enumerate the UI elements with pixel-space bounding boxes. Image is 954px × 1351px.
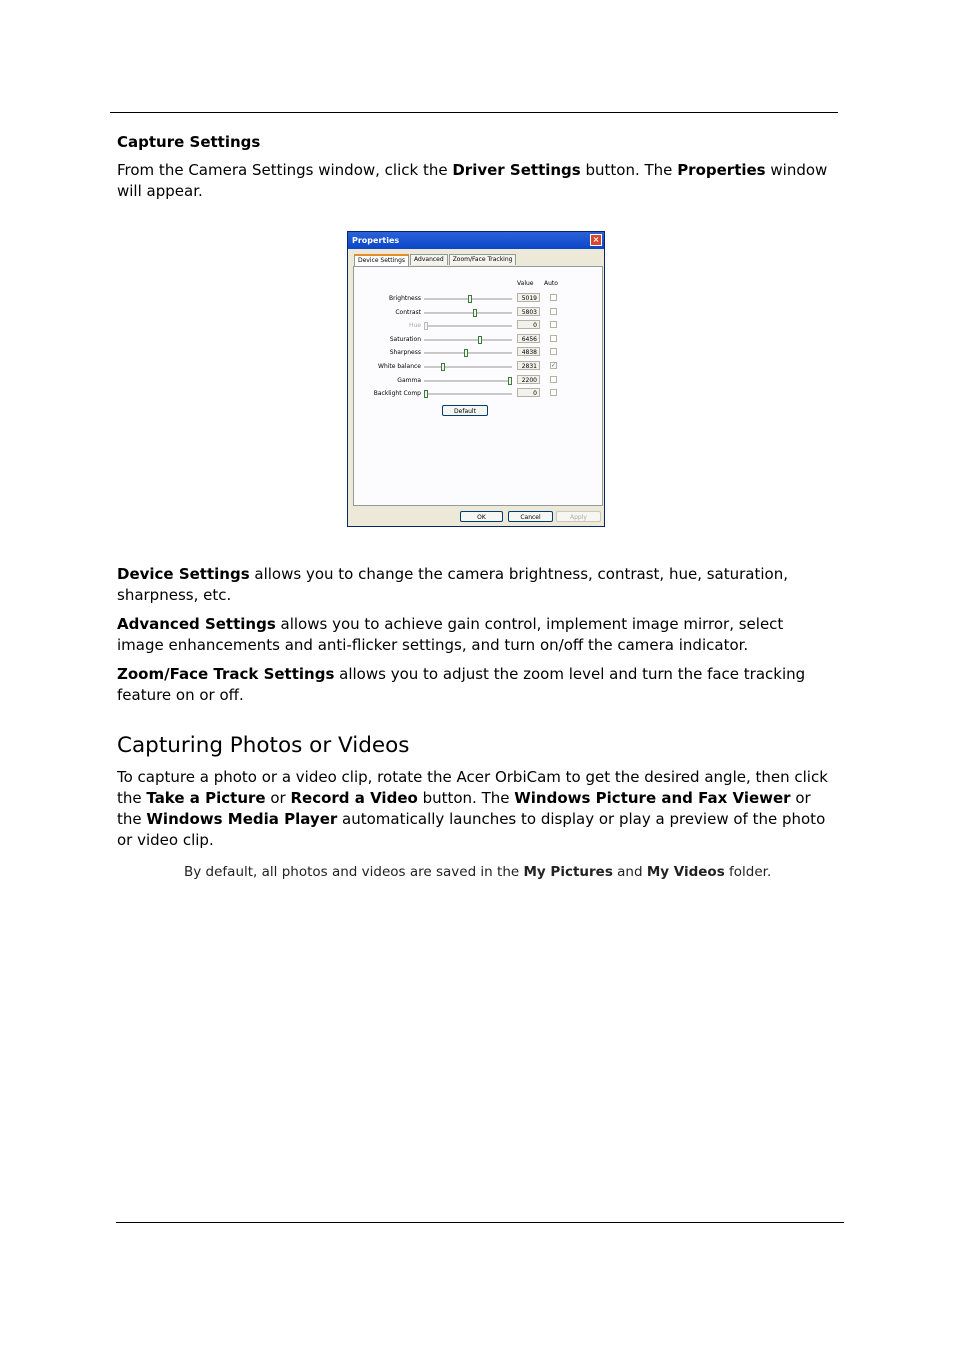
bold-term: Advanced Settings <box>117 615 276 633</box>
text-run: automatically launches to display or play a preview of the photo or video clip. <box>117 810 826 849</box>
auto-checkbox[interactable] <box>550 308 557 315</box>
default-folder-note <box>184 864 771 880</box>
slider-thumb[interactable] <box>441 363 445 371</box>
text-run: allows you to achieve gain control, implement image mirror, select image enhancements and anti-flicker settings, and turn on/off the camera indicator. <box>117 615 784 654</box>
setting-row <box>354 347 602 359</box>
setting-label: Hue <box>408 322 421 330</box>
value-column-header: Value <box>517 280 534 287</box>
default-button[interactable]: Default <box>442 405 488 416</box>
zoom-face-track-paragraph <box>117 664 832 706</box>
apply-button[interactable]: Apply <box>556 511 601 522</box>
setting-value: 4838 <box>517 347 540 356</box>
setting-slider[interactable] <box>424 393 512 396</box>
text-run: folder. <box>724 864 772 880</box>
auto-column-header: Auto <box>544 280 558 287</box>
slider-thumb <box>424 322 428 330</box>
setting-slider[interactable] <box>424 312 512 315</box>
device-settings-panel <box>353 266 603 506</box>
tab-advanced[interactable]: Advanced <box>410 254 448 265</box>
setting-label: Gamma <box>397 376 421 384</box>
tab-device-settings[interactable]: Device Settings <box>354 254 409 267</box>
bold-term: Windows Picture and Fax Viewer <box>514 789 791 807</box>
slider-thumb[interactable] <box>464 349 468 357</box>
setting-slider[interactable] <box>424 352 512 355</box>
setting-row <box>354 375 602 387</box>
setting-slider[interactable] <box>424 366 512 369</box>
bold-term: Driver Settings <box>452 161 581 179</box>
setting-row <box>354 320 602 332</box>
properties-dialog <box>347 231 605 527</box>
setting-slider[interactable] <box>424 298 512 301</box>
text-run: button. The <box>417 789 515 807</box>
setting-slider <box>424 325 512 328</box>
tab-zoom-face-tracking[interactable]: Zoom/Face Tracking <box>449 254 517 265</box>
capturing-body <box>117 767 835 851</box>
setting-value: 0 <box>517 388 540 397</box>
auto-checkbox[interactable] <box>550 376 557 383</box>
setting-row <box>354 388 602 400</box>
auto-checkbox[interactable] <box>550 389 557 396</box>
text-run: window will appear. <box>117 161 828 200</box>
bold-term: Take a Picture <box>146 789 266 807</box>
auto-checkbox[interactable]: ✓ <box>551 362 557 369</box>
setting-label: Saturation <box>389 335 421 343</box>
text-run: allows you to adjust the zoom level and turn the face tracking feature on or off. <box>117 665 806 704</box>
auto-checkbox[interactable] <box>550 294 557 301</box>
cancel-button[interactable]: Cancel <box>508 511 553 522</box>
bold-term: Properties <box>677 161 766 179</box>
slider-thumb[interactable] <box>424 390 428 398</box>
text-run: By default, all photos and videos are saved in the <box>184 864 524 880</box>
setting-row <box>354 293 602 305</box>
device-settings-paragraph <box>117 564 832 606</box>
slider-thumb[interactable] <box>478 336 482 344</box>
bottom-rule <box>116 1222 844 1223</box>
text-run: button. The <box>580 161 678 179</box>
advanced-settings-paragraph <box>117 614 832 656</box>
setting-value: 6456 <box>517 334 540 343</box>
top-rule <box>110 112 838 113</box>
text-run: or the <box>117 789 811 828</box>
close-icon[interactable]: × <box>590 234 602 246</box>
bold-term: My Pictures <box>523 864 613 880</box>
slider-thumb[interactable] <box>508 377 512 385</box>
auto-checkbox[interactable] <box>550 335 557 342</box>
setting-row <box>354 307 602 319</box>
auto-checkbox[interactable] <box>550 348 557 355</box>
capturing-heading: Capturing Photos or Videos <box>117 733 410 758</box>
text-run: From the Camera Settings window, click the <box>117 161 453 179</box>
setting-value: 0 <box>517 320 540 329</box>
ok-button[interactable]: OK <box>460 511 503 522</box>
text-run: To capture a photo or a video clip, rotate the Acer OrbiCam to get the desired angle, then click the <box>117 768 828 807</box>
setting-label: Contrast <box>395 308 421 316</box>
setting-slider[interactable] <box>424 380 512 383</box>
setting-slider[interactable] <box>424 339 512 342</box>
bold-term: Device Settings <box>117 565 250 583</box>
setting-label: Brightness <box>389 295 421 302</box>
dialog-title: Properties <box>352 236 400 245</box>
tab-bar <box>354 254 517 266</box>
bold-term: Windows Media Player <box>146 810 338 828</box>
text-run: allows you to change the camera brightness, contrast, hue, saturation, sharpness, etc. <box>117 565 788 604</box>
dialog-title-bar <box>348 232 604 249</box>
setting-label: White balance <box>378 363 421 370</box>
setting-value: 2200 <box>517 375 540 384</box>
setting-value: 5019 <box>517 293 540 302</box>
text-run: and <box>612 864 647 880</box>
capture-settings-intro <box>117 160 832 202</box>
setting-row <box>354 334 602 346</box>
slider-thumb[interactable] <box>473 309 477 317</box>
bold-term: My Videos <box>646 864 725 880</box>
setting-label: Backlight Comp <box>373 390 421 398</box>
slider-thumb[interactable] <box>468 295 472 303</box>
setting-label: Sharpness <box>389 349 421 357</box>
setting-value: 2831 <box>517 361 540 370</box>
bold-term: Zoom/Face Track Settings <box>117 665 335 683</box>
setting-row <box>354 361 602 373</box>
bold-term: Record a Video <box>290 789 418 807</box>
capture-settings-heading: Capture Settings <box>117 133 261 151</box>
setting-value: 5803 <box>517 307 540 316</box>
text-run: or <box>265 789 291 807</box>
auto-checkbox[interactable] <box>550 321 557 328</box>
